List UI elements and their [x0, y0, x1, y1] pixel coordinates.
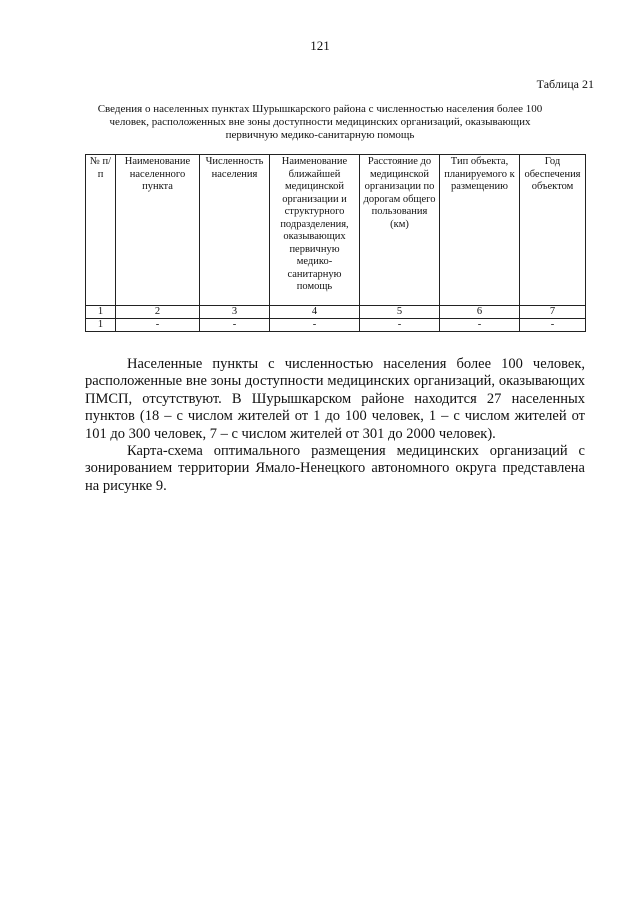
body-text [85, 356, 585, 495]
table-cell: - [440, 319, 520, 332]
table-cell: 1 [86, 319, 116, 332]
paragraph: Населенные пункты с численностью населения более 100 человек, расположенные вне зоны доступности медицинских организаций, оказывающих ПМСП, отсутствуют. В Шурышкарском районе находится 27 населенных пунктов (18 – с числом жителей от 1 до 100 человек, 1 – с числом жителей от 101 до 300 человек, 7 – с числом жителей от 301 до 2000 человек). [85, 356, 585, 442]
table-cell: - [116, 319, 200, 332]
data-table [85, 154, 586, 332]
paragraph: Карта-схема оптимального размещения медицинских организаций с зонированием территории Ямало-Ненецкого автономного округа представлена на рисунке 9. [85, 443, 585, 494]
column-number: 1 [86, 306, 116, 319]
header-distance: Расстояние до медицинской организации по дорогам общего пользования (км) [360, 155, 440, 306]
table-label: Таблица 21 [536, 77, 594, 91]
header-object-type: Тип объекта, планируемого к размещению [440, 155, 520, 306]
table-cell: - [270, 319, 360, 332]
column-number: 7 [520, 306, 586, 319]
header-population: Численность населения [200, 155, 270, 306]
column-number: 3 [200, 306, 270, 319]
column-number: 4 [270, 306, 360, 319]
page-number: 121 [310, 38, 330, 53]
column-number: 6 [440, 306, 520, 319]
header-nearest-organization: Наименование ближайшей медицинской организации и структурного подразделения, оказывающих первичную медико-санитарную помощь [270, 155, 360, 306]
header-year: Год обеспечения объектом [520, 155, 586, 306]
table-cell: - [200, 319, 270, 332]
table-cell: - [360, 319, 440, 332]
header-settlement-name: Наименование населенного пункта [116, 155, 200, 306]
table-cell: - [520, 319, 586, 332]
column-number-row [86, 306, 586, 319]
header-number: № п/п [86, 155, 116, 306]
table-header-row [86, 155, 586, 306]
column-number: 5 [360, 306, 440, 319]
table-row [86, 319, 586, 332]
table-caption: Сведения о населенных пунктах Шурышкарского района с численностью населения более 100 человек, расположенных вне зоны доступности медицинских организаций, оказывающих первичную медико-санитарную помощь [97, 103, 543, 141]
column-number: 2 [116, 306, 200, 319]
